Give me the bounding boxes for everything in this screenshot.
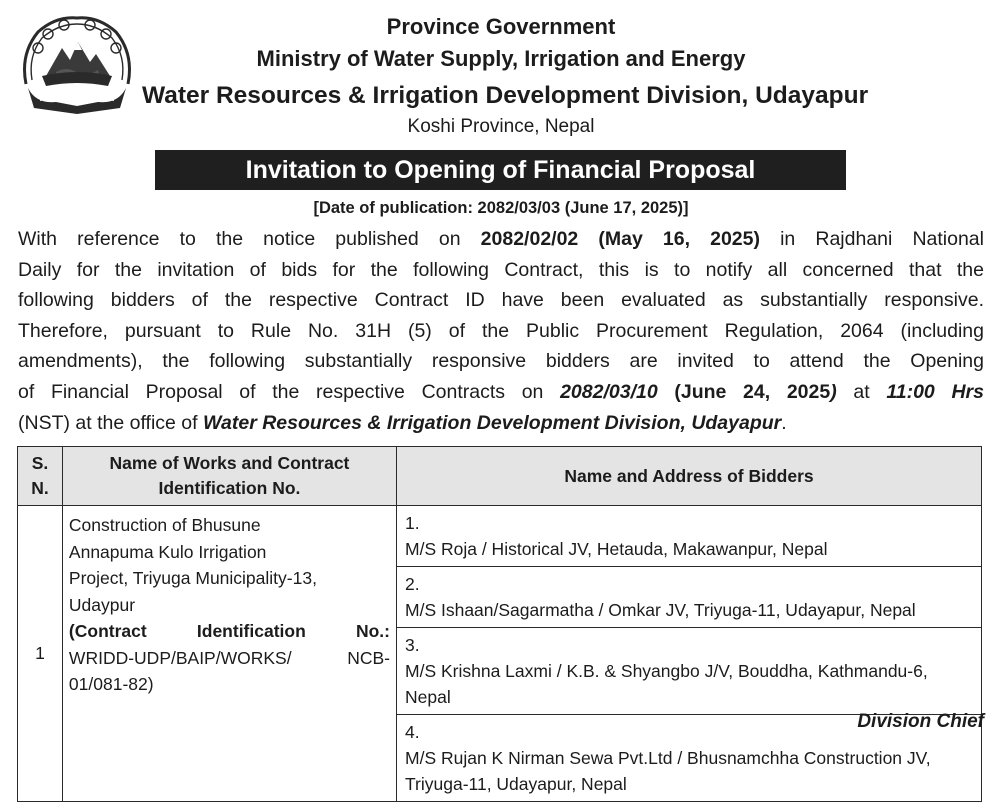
body-line: (NST) at the office of Water Resources & Irrigation Development Division, Udayapur. — [18, 411, 787, 434]
notice-body — [18, 224, 984, 438]
bidder-item: 4.M/S Rujan K Nirman Sewa Pvt.Ltd / Bhusnamchha Construction JV, Triyuga-11, Udayapur, Nepal — [397, 715, 982, 802]
table-header-row — [18, 447, 982, 506]
header-location: Koshi Province, Nepal — [407, 116, 595, 137]
bidders-table — [17, 446, 982, 802]
body-line: following bidders of the respective Contract ID have been evaluated as substantially responsive. — [18, 289, 984, 312]
body-line: amendments), the following substantially responsive bidders are invited to attend the Opening — [18, 350, 984, 373]
notice-title-banner: Invitation to Opening of Financial Proposal — [155, 150, 846, 190]
opening-date: 2082/03/10 — [560, 380, 658, 403]
header-bidders: Name and Address of Bidders — [397, 447, 982, 506]
bidder-item: 2.M/S Ishaan/Sagarmatha / Omkar JV, Triyuga-11, Udayapur, Nepal — [397, 567, 982, 628]
body-line: Daily for the invitation of bids for the following Contract, this is to notify all concerned that the — [18, 258, 984, 281]
work-description: Construction of Bhusune Annapuma Kulo Irrigation Project, Triyuga Municipality-13, Udaypur (Contract Identification No.: WRIDD-UDP/BAIP/WORKS/ NCB- 01/081-82) — [62, 506, 396, 802]
body-line: of Financial Proposal of the respective Contracts on 2082/03/10 (June 24, 2025) at 11:00 Hrs — [18, 380, 984, 403]
header-province-government: Province Government — [386, 14, 616, 39]
header-works: Name of Works and Contract Identification No. — [62, 447, 396, 506]
contract-id-label: (Contract Identification No.: — [68, 621, 390, 641]
publication-date: [Date of publication: 2082/03/03 (June 17, 2025)] — [313, 199, 689, 217]
bidder-item: 1.M/S Roja / Historical JV, Hetauda, Makawanpur, Nepal — [397, 506, 982, 567]
opening-time: 11:00 Hrs — [886, 380, 984, 403]
table-row — [18, 506, 982, 567]
signature-division-chief: Division Chief — [857, 711, 984, 732]
header-sn: S. N. — [18, 447, 63, 506]
bidder-item: 3.M/S Krishna Laxmi / K.B. & Shyangbo J/V, Bouddha, Kathmandu-6, Nepal — [397, 628, 982, 715]
body-line: With reference to the notice published on 2082/02/02 (May 16, 2025) in Rajdhani National — [18, 228, 984, 250]
body-line: Therefore, pursuant to Rule No. 31H (5) of the Public Procurement Regulation, 2064 (including — [18, 319, 984, 342]
row-sn: 1 — [18, 506, 63, 802]
contract-id-value: WRIDD-UDP/BAIP/WORKS/ NCB- — [68, 647, 390, 668]
header-ministry: Ministry of Water Supply, Irrigation and Energy — [256, 46, 746, 71]
header-division: Water Resources & Irrigation Development Division, Udayapur — [142, 82, 869, 109]
office-name: Water Resources & Irrigation Development Division, Udayapur — [202, 411, 782, 434]
